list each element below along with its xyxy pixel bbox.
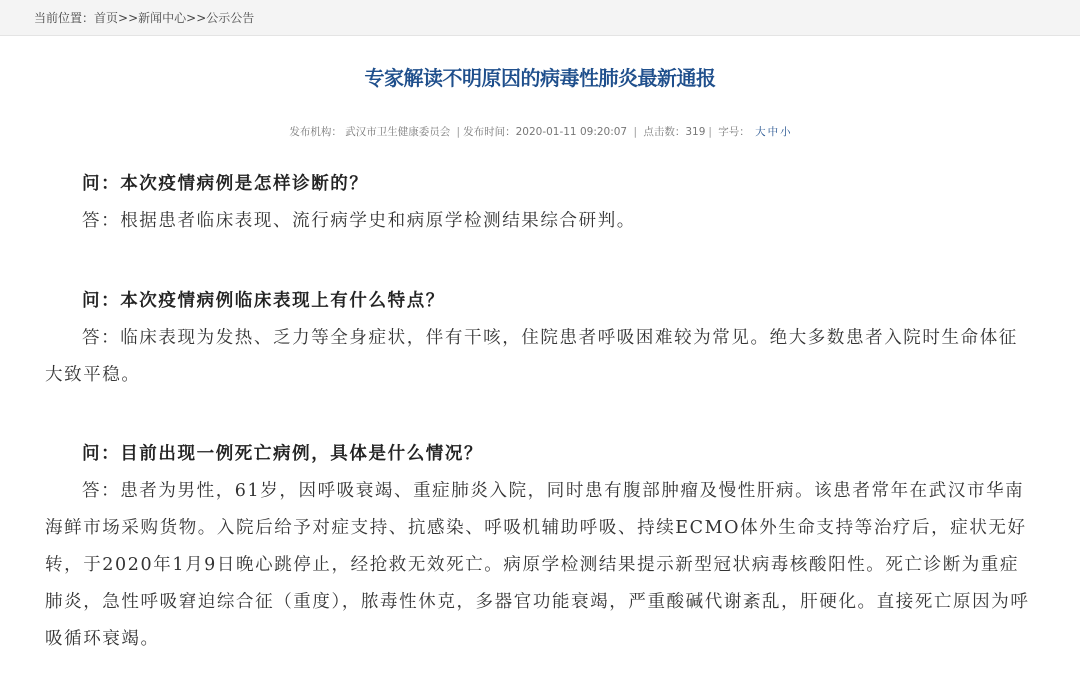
qa-item bbox=[45, 166, 1035, 240]
font-size-large-button[interactable]: 大 bbox=[755, 126, 766, 138]
meta-divider: | bbox=[708, 126, 712, 138]
publish-time-value: 2020-01-11 09:20:07 bbox=[515, 126, 628, 138]
page-title: 专家解读不明原因的病毒性肺炎最新通报 bbox=[364, 66, 716, 90]
answer-text: 答：患者为男性，61岁，因呼吸衰竭、重症肺炎入院，同时患有腹部肿瘤及慢性肝病。该患者常年在武汉市华南海鲜市场采购货物。入院后给予对症支持、抗感染、呼吸机辅助呼吸、持续ECMO体外生命支持等治疗后，症状无好转，于2020年1月9日晚心跳停止，经抢救无效死亡。病原学检测结果提示新型冠状病毒核酸阳性。死亡诊断为重症肺炎，急性呼吸窘迫综合征（重度），脓毒性休克，多器官功能衰竭，严重酸碱代谢紊乱，肝硬化。直接死亡原因为呼吸循环衰竭。 bbox=[45, 481, 1030, 649]
answer-text: 答：根据患者临床表现、流行病学史和病原学检测结果综合研判。 bbox=[82, 211, 636, 231]
publisher-value: 武汉市卫生健康委员会 bbox=[345, 126, 451, 138]
font-size-medium-button[interactable]: 中 bbox=[767, 126, 779, 138]
click-count-label: 点击数： bbox=[643, 126, 686, 138]
meta-divider: | bbox=[456, 126, 461, 138]
article-body bbox=[45, 166, 1035, 700]
question-text: 问：本次疫情病例是怎样诊断的？ bbox=[82, 174, 369, 194]
font-size-label: 字号： bbox=[718, 126, 750, 138]
font-size-small-button[interactable]: 小 bbox=[780, 126, 791, 138]
breadcrumb bbox=[0, 0, 1080, 36]
question-text: 问：本次疫情病例临床表现上有什么特点？ bbox=[82, 291, 445, 311]
meta-divider: | bbox=[633, 126, 638, 138]
qa-item bbox=[45, 283, 1035, 394]
publisher-label: 发布机构： bbox=[289, 126, 342, 138]
breadcrumb-item-news-center[interactable]: 新闻中心 bbox=[138, 11, 187, 25]
question-text: 问：目前出现一例死亡病例，具体是什么情况？ bbox=[82, 444, 484, 464]
answer-text: 答：临床表现为发热、乏力等全身症状，伴有干咳，住院患者呼吸困难较为常见。绝大多数患者入院时生命体征大致平稳。 bbox=[45, 328, 1018, 385]
article-meta bbox=[0, 124, 1080, 139]
qa-item bbox=[45, 436, 1035, 658]
breadcrumb-prefix: 当前位置： bbox=[34, 11, 95, 25]
click-count-value: 319 bbox=[685, 126, 706, 138]
breadcrumb-item-home[interactable]: 首页 bbox=[94, 11, 119, 25]
breadcrumb-separator: >> bbox=[118, 11, 139, 25]
publish-time-label: 发布时间： bbox=[463, 126, 516, 138]
breadcrumb-separator: >> bbox=[186, 11, 207, 25]
breadcrumb-item-announcements[interactable]: 公示公告 bbox=[206, 11, 255, 25]
